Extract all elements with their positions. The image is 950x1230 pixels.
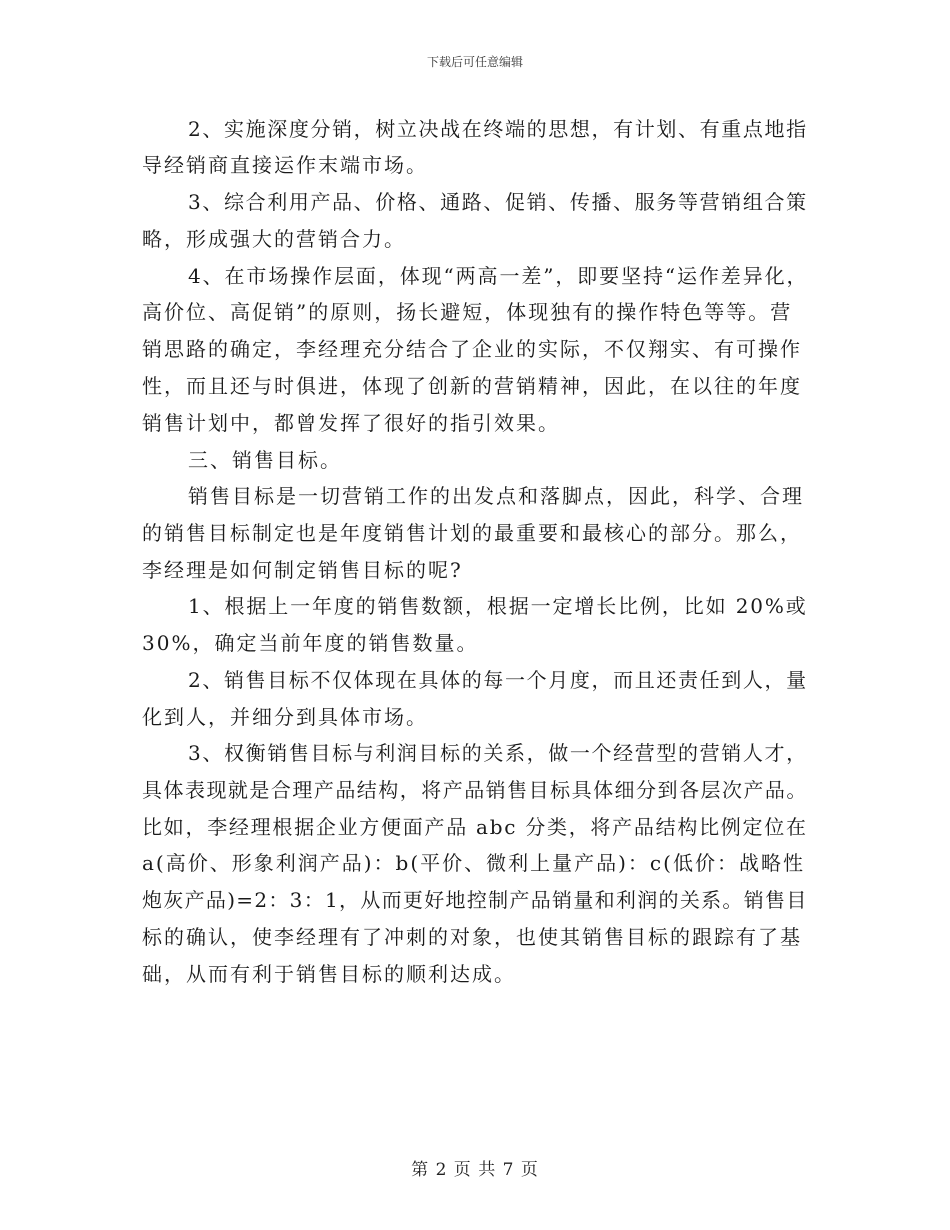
text-line: 标的确认，使李经理有了冲刺的对象，也使其销售目标的跟踪有了基 [142,925,802,949]
page-number-footer: 第 2 页 共 7 页 [411,1160,539,1180]
text-line: 高价位、高促销”的原则，扬长避短，体现独有的操作特色等等。营 [142,300,793,324]
text-line: 的销售目标制定也是年度销售计划的最重要和最核心的部分。那么， [142,521,802,545]
text-line: 导经销商直接运作末端市场。 [142,153,428,177]
text-line: 2、实施深度分销，树立决战在终端的思想，有计划、有重点地指 [188,117,808,141]
text-line: 3、权衡销售目标与利润目标的关系，做一个经营型的营销人才， [188,741,808,765]
text-line: 性，而且还与时俱进，体现了创新的营销精神，因此，在以往的年度 [142,374,802,398]
text-line: 销思路的确定，李经理充分结合了企业的实际，不仅翔实、有可操作 [142,337,802,361]
text-line: 具体表现就是合理产品结构，将产品销售目标具体细分到各层次产品。 [142,778,808,802]
text-line: a(高价、形象利润产品)：b(平价、微利上量产品)：c(低价：战略性 [142,851,805,875]
text-line: 比如，李经理根据企业方便面产品 abc 分类，将产品结构比例定位在 [142,815,808,839]
text-line: 30%，确定当前年度的销售数量。 [142,631,479,655]
text-line: 李经理是如何制定销售目标的呢? [142,558,463,582]
text-line: 略，形成强大的营销合力。 [142,227,406,251]
text-line: 4、在市场操作层面，体现“两高一差”，即要坚持“运作差异化， [188,264,809,288]
text-line: 销售目标是一切营销工作的出发点和落脚点，因此，科学、合理 [188,484,804,508]
text-line: 销售计划中，都曾发挥了很好的指引效果。 [142,411,560,435]
text-line: 化到人，并细分到具体市场。 [142,705,428,729]
section-heading: 三、销售目标。 [188,448,342,472]
text-line: 3、综合利用产品、价格、通路、促销、传播、服务等营销组合策 [188,190,808,214]
text-line: 2、销售目标不仅体现在具体的每一个月度，而且还责任到人，量 [188,668,808,692]
text-line: 1、根据上一年度的销售数额，根据一定增长比例，比如 20%或 [188,594,808,618]
page-header: 下载后可任意编辑 [426,55,523,69]
text-line: 础，从而有利于销售目标的顺利达成。 [142,962,516,986]
text-line: 炮灰产品)=2：3：1，从而更好地控制产品销量和利润的关系。销售目 [142,888,808,912]
